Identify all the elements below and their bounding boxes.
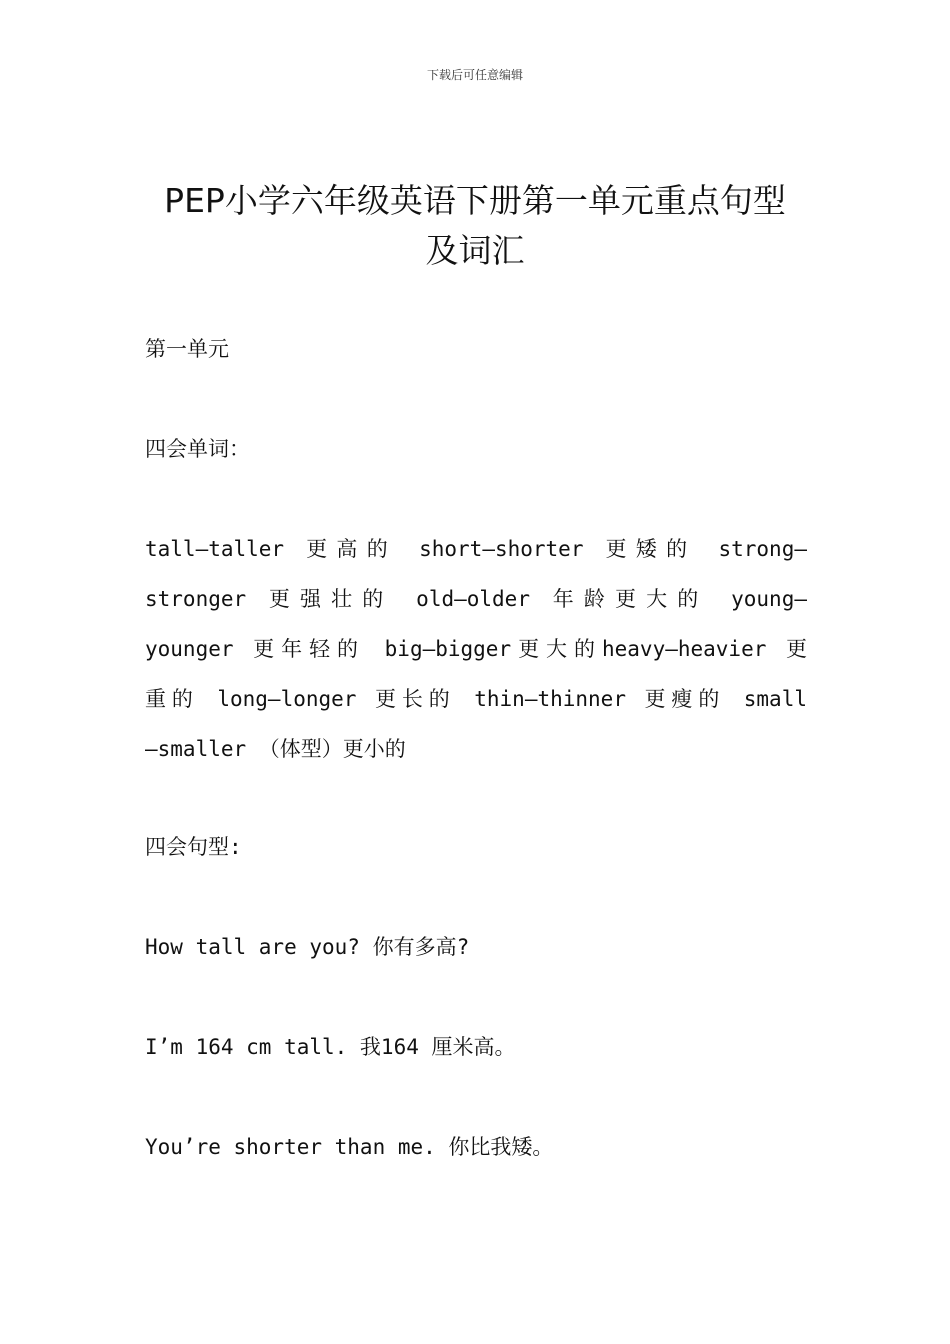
unit-heading: 第一单元 [145, 337, 229, 361]
words-heading: 四会单词： [145, 437, 250, 461]
vocabulary-paragraph [145, 524, 807, 774]
sentence-item: I’m 164 cm tall. 我164 厘米高。 [145, 1035, 516, 1059]
vocab-line: younger 更年轻的 big—bigger更大的heavy—heavier 更 [145, 637, 807, 661]
page-title [140, 176, 810, 276]
title-line-2: 及词汇 [425, 231, 525, 270]
vocab-line: tall—taller 更高的 short—shorter 更矮的 strong— [145, 537, 807, 561]
header-note: 下载后可任意编辑 [426, 68, 523, 82]
sentence-item: How tall are you? 你有多高? [145, 935, 470, 959]
vocab-line: 重的 long—longer 更长的 thin—thinner 更瘦的 small [145, 687, 807, 711]
sentence-item: You’re shorter than me. 你比我矮。 [145, 1135, 554, 1159]
vocab-line: —smaller （体型）更小的 [145, 737, 406, 761]
sentences-heading: 四会句型: [145, 835, 242, 859]
vocab-line: stronger 更强壮的 old—older 年龄更大的 young— [145, 587, 807, 611]
title-line-1: PEP小学六年级英语下册第一单元重点句型 [164, 181, 786, 220]
